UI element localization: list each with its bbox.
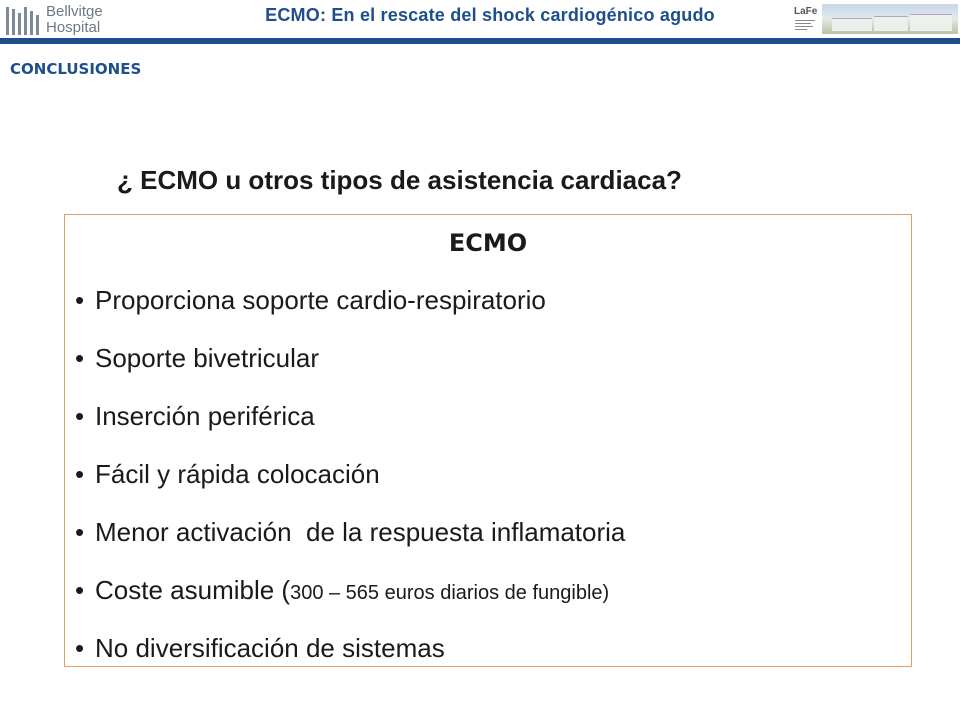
cost-detail-text: 300 – 565 euros diarios de fungible (290, 582, 603, 604)
la-fe-logo (794, 6, 818, 32)
list-item-text: Inserción periférica (95, 401, 315, 431)
list-item-text: Proporciona soporte cardio-respiratorio (95, 285, 546, 315)
list-item (75, 343, 625, 401)
header-divider-bar (0, 38, 960, 44)
bullet-icon: • (75, 459, 85, 489)
la-fe-logo-text: LaFe (794, 6, 818, 17)
ecmo-box (64, 214, 912, 667)
hospital-building-image (822, 4, 958, 34)
bullet-icon: • (75, 517, 85, 547)
slide-question: ¿ ECMO u otros tipos de asistencia cardiaca? (117, 165, 682, 195)
bullet-icon: • (75, 633, 85, 663)
list-item-text: No diversificación de sistemas (95, 633, 445, 663)
section-label: CONCLUSIONES (10, 60, 142, 78)
bullet-icon: • (75, 401, 85, 431)
list-item-text: Soporte bivetricular (95, 343, 319, 373)
list-item (75, 575, 625, 633)
bullet-icon: • (75, 285, 85, 315)
list-item-text: Fácil y rápida colocación (95, 459, 380, 489)
list-item (75, 459, 625, 517)
list-item (75, 285, 625, 343)
cost-detail-close: ) (602, 582, 610, 604)
header (0, 0, 960, 38)
bars-icon (4, 5, 40, 35)
logo-text-line2: Hospital (46, 19, 101, 36)
logo-text-line1: Bellvitge (46, 3, 103, 20)
list-item (75, 401, 625, 459)
header-title: ECMO: En el rescate del shock cardiogénico agudo (265, 5, 715, 25)
bullet-icon: • (75, 575, 85, 605)
bullet-icon: • (75, 343, 85, 373)
bellvitge-hospital-logo (2, 2, 152, 36)
list-item (75, 633, 625, 691)
list-item (75, 517, 625, 575)
box-title: ECMO (448, 229, 528, 257)
ecmo-list (75, 285, 625, 691)
list-item-text: Menor activación de la respuesta inflamatoria (95, 517, 626, 547)
list-item-text: Coste asumible ( (95, 575, 291, 605)
